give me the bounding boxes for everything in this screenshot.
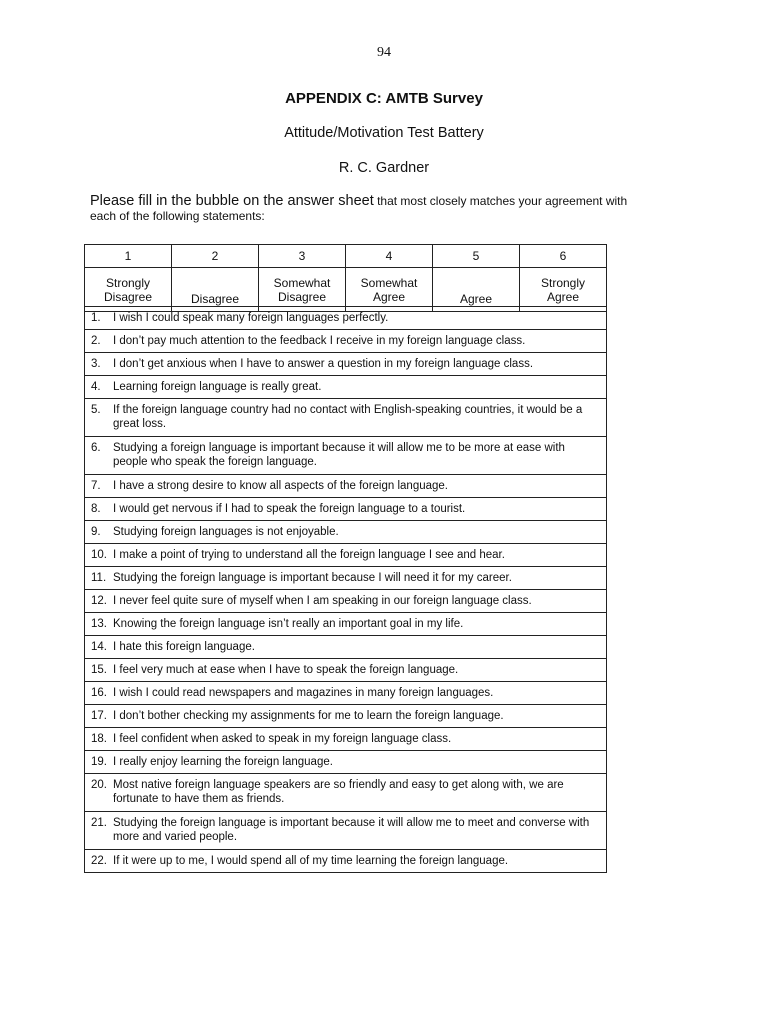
survey-item: [85, 849, 606, 872]
item-number: 2.: [91, 335, 101, 347]
page-number: 94: [377, 45, 391, 60]
survey-item: [85, 811, 606, 849]
scale-label-disagree: Disagree: [172, 268, 259, 312]
survey-item: [85, 612, 606, 635]
item-number: 7.: [91, 480, 101, 492]
item-text: Studying foreign languages is not enjoyable.: [113, 526, 339, 538]
item-text: I hate this foreign language.: [113, 641, 255, 653]
scale-number: 2: [172, 245, 259, 268]
survey-item: [85, 750, 606, 773]
item-number: 6.: [91, 442, 101, 454]
item-text: I have a strong desire to know all aspects of the foreign language.: [113, 480, 448, 492]
scale-label-agree: Agree: [433, 268, 520, 312]
scale-label-somewhat-disagree: Somewhat Disagree: [259, 268, 346, 312]
item-text: Studying a foreign language is important because it will allow me to be more at ease with people who speak the foreign language.: [113, 442, 565, 468]
survey-item: [85, 773, 606, 811]
scale-label-strongly-disagree: Strongly Disagree: [85, 268, 172, 312]
instructions: [90, 194, 650, 224]
survey-statements-table: [84, 306, 607, 873]
survey-item: [85, 474, 606, 497]
survey-item: [85, 520, 606, 543]
survey-item: [85, 375, 606, 398]
survey-item: [85, 398, 606, 436]
item-text: I wish I could read newspapers and magazines in many foreign languages.: [113, 687, 494, 699]
item-number: 8.: [91, 503, 101, 515]
item-text: If the foreign language country had no contact with English-speaking countries, it would be a great loss.: [113, 404, 583, 430]
author-name: R. C. Gardner: [338, 160, 430, 176]
scale-number: 6: [520, 245, 607, 268]
item-text: I don’t bother checking my assignments for me to learn the foreign language.: [113, 710, 504, 722]
survey-item: [85, 658, 606, 681]
item-text: Studying the foreign language is important because it will allow me to meet and converse with more and varied people.: [113, 817, 590, 843]
item-number: 20.: [91, 779, 107, 791]
item-text: I don’t get anxious when I have to answer a question in my foreign language class.: [113, 358, 534, 370]
survey-item: [85, 566, 606, 589]
scale-label-somewhat-agree: Somewhat Agree: [346, 268, 433, 312]
item-number: 15.: [91, 664, 107, 676]
instructions-lead: Please fill in the bubble on the answer sheet: [90, 193, 374, 209]
scale-number: 3: [259, 245, 346, 268]
item-number: 10.: [91, 549, 107, 561]
item-number: 16.: [91, 687, 107, 699]
item-number: 17.: [91, 710, 107, 722]
item-text: I would get nervous if I had to speak the foreign language to a tourist.: [113, 503, 466, 515]
survey-item: [85, 681, 606, 704]
instructions-rest: that most closely matches your agreement with each of the following statements:: [90, 194, 628, 223]
page-subtitle: Attitude/Motivation Test Battery: [284, 125, 484, 141]
item-text: If it were up to me, I would spend all of my time learning the foreign language.: [113, 855, 509, 867]
item-text: I feel very much at ease when I have to speak the foreign language.: [113, 664, 459, 676]
item-number: 22.: [91, 855, 107, 867]
scale-number: 1: [85, 245, 172, 268]
item-number: 21.: [91, 817, 107, 829]
rating-scale-table: [84, 244, 607, 312]
survey-item: [85, 589, 606, 612]
item-text: Most native foreign language speakers are so friendly and easy to get along with, we are fortunate to have them as friends.: [113, 779, 564, 805]
item-number: 1.: [91, 312, 101, 324]
survey-item: [85, 436, 606, 474]
item-number: 3.: [91, 358, 101, 370]
item-number: 18.: [91, 733, 107, 745]
item-number: 19.: [91, 756, 107, 768]
item-text: I feel confident when asked to speak in my foreign language class.: [113, 733, 452, 745]
survey-item: [85, 497, 606, 520]
page-title: APPENDIX C: AMTB Survey: [285, 90, 483, 107]
item-text: Studying the foreign language is important because I will need it for my career.: [113, 572, 512, 584]
item-number: 13.: [91, 618, 107, 630]
item-text: I make a point of trying to understand all the foreign language I see and hear.: [113, 549, 505, 561]
survey-item: [85, 704, 606, 727]
item-number: 11.: [91, 572, 107, 584]
item-number: 4.: [91, 381, 101, 393]
survey-item: [85, 352, 606, 375]
item-text: I wish I could speak many foreign languages perfectly.: [113, 312, 389, 324]
scale-numbers-row: [85, 245, 607, 268]
survey-item: [85, 635, 606, 658]
survey-item: [85, 306, 606, 329]
item-number: 14.: [91, 641, 107, 653]
survey-item: [85, 543, 606, 566]
item-number: 5.: [91, 404, 101, 416]
survey-item: [85, 727, 606, 750]
item-text: Learning foreign language is really great.: [113, 381, 322, 393]
item-text: Knowing the foreign language isn’t really an important goal in my life.: [113, 618, 464, 630]
scale-label-strongly-agree: Strongly Agree: [520, 268, 607, 312]
scale-number: 5: [433, 245, 520, 268]
item-text: I really enjoy learning the foreign language.: [113, 756, 333, 768]
scale-number: 4: [346, 245, 433, 268]
survey-item: [85, 329, 606, 352]
item-number: 12.: [91, 595, 107, 607]
item-number: 9.: [91, 526, 101, 538]
scale-labels-row: [85, 268, 607, 312]
item-text: I never feel quite sure of myself when I am speaking in our foreign language class.: [113, 595, 532, 607]
item-text: I don’t pay much attention to the feedback I receive in my foreign language class.: [113, 335, 526, 347]
